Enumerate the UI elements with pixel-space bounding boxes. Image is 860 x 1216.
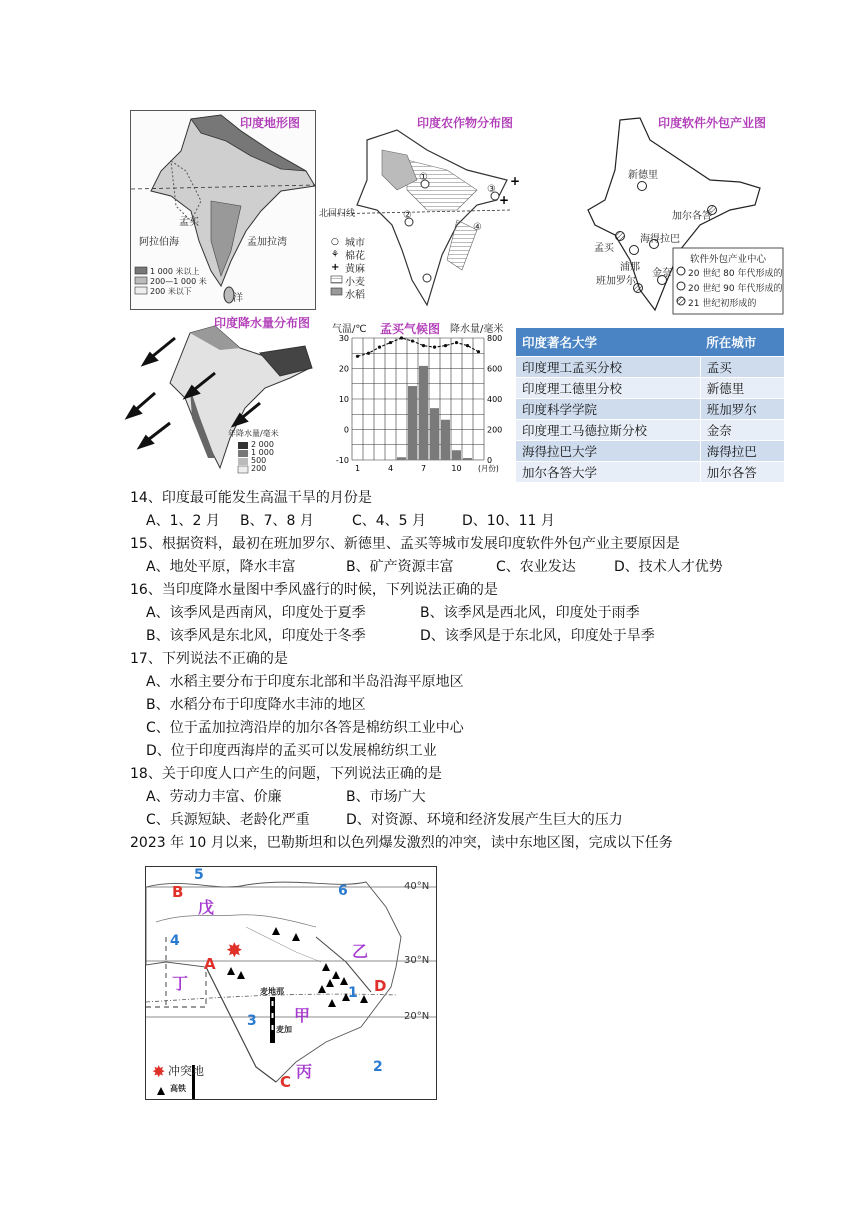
rain-map <box>130 318 316 480</box>
crops-legend-city: 城市 <box>345 238 365 249</box>
terrain-map <box>130 110 316 310</box>
terrain-label-ocean: 洋 <box>233 293 243 304</box>
rain-map-drawing <box>130 318 316 480</box>
sw-city-chennai: 金奈 <box>652 268 672 279</box>
sw-legend-80s: 20 世纪 80 年代形成的 <box>688 269 783 279</box>
rain-map-title: 印度降水量分布图 <box>214 316 311 330</box>
terrain-legend-1: 1 000 米以上 <box>150 267 200 276</box>
precipitation-bar <box>452 450 461 460</box>
header-university: 印度著名大学 <box>516 328 700 357</box>
temperature-point <box>400 336 403 339</box>
q18-option-b: B、市场广大 <box>346 789 426 805</box>
sw-city-mumbai: 孟买 <box>594 243 614 254</box>
q17-option-c: C、位于孟加拉湾沿岸的加尔各答是棉纺织工业中心 <box>146 720 464 736</box>
temperature-point <box>378 346 381 349</box>
q17-option-b: B、水稻分布于印度降水丰沛的地区 <box>146 697 366 713</box>
university-table <box>516 328 784 482</box>
right-tick-label: 400 <box>487 395 503 404</box>
mideast-city-mecca: 麦加 <box>276 1025 292 1034</box>
q18-option-d: D、对资源、环境和经济发展产生巨大的压力 <box>346 812 623 828</box>
mideast-number-5: 5 <box>194 867 204 883</box>
mideast-lat-30: 30°N <box>404 955 430 966</box>
x-axis-label: (月份) <box>478 464 499 473</box>
university-city: 孟买 <box>700 357 784 378</box>
crops-map-title: 印度农作物分布图 <box>417 116 514 130</box>
question-17: 17、下列说法不正确的是 <box>130 651 288 667</box>
precipitation-bar <box>463 458 472 460</box>
q16-option-b2: B、该季风是东北风，印度处于冬季 <box>146 628 366 644</box>
temperature-point <box>389 341 392 344</box>
terrain-label-bay-of-bengal: 孟加拉湾 <box>247 237 287 248</box>
climate-left-axis-label: 气温/℃ <box>332 324 367 335</box>
crops-map <box>319 110 521 314</box>
left-tick-label: -10 <box>335 456 349 465</box>
mideast-letter-a: A <box>204 955 216 973</box>
temperature-point <box>433 346 436 349</box>
q16-option-b1: B、该季风是西北风，印度处于雨季 <box>420 605 640 621</box>
question-18: 18、关于印度人口产生的问题，下列说法正确的是 <box>130 766 442 782</box>
left-tick-label: 20 <box>338 364 349 374</box>
left-tick-label: 30 <box>338 334 349 343</box>
crops-legend-rice: 水稻 <box>345 290 365 301</box>
q16-option-d: D、该季风是于东北风，印度处于旱季 <box>420 628 655 644</box>
rain-legend-500: 500 <box>251 456 267 465</box>
terrain-legend-3: 200 米以下 <box>150 287 192 296</box>
sw-city-new-delhi: 新德里 <box>628 170 658 181</box>
svg-text:+: + <box>499 193 510 207</box>
university-name: 加尔各答大学 <box>516 462 700 483</box>
university-city: 加尔各答 <box>700 462 784 483</box>
mideast-lat-20: 20°N <box>404 1011 430 1022</box>
temperature-point <box>356 355 359 358</box>
rain-legend-1000: 1 000 <box>251 448 274 457</box>
climate-chart <box>330 330 515 480</box>
mideast-letter-d: D <box>374 977 387 995</box>
sw-legend-21c: 21 世纪初形成的 <box>688 299 757 309</box>
question-14: 14、印度最可能发生高温干旱的月份是 <box>130 490 372 506</box>
mideast-region-yi: 乙 <box>352 942 369 961</box>
sw-city-kolkata: 加尔各答 <box>672 211 712 222</box>
svg-text:✸: ✸ <box>226 938 243 962</box>
rain-legend-2000: 2 000 <box>251 440 274 449</box>
sw-city-bangalore: 班加罗尔 <box>596 276 636 287</box>
mideast-number-4: 4 <box>170 933 180 949</box>
sw-city-pune: 浦那 <box>620 262 640 273</box>
q15-option-c: C、农业发达 <box>496 559 576 575</box>
right-tick-label: 600 <box>487 364 503 374</box>
table-row <box>516 357 784 378</box>
sw-city-hyderabad: 海得拉巴 <box>640 234 680 245</box>
table-header-row <box>516 328 784 357</box>
mideast-number-3: 3 <box>247 1013 257 1029</box>
climate-chart-title: 孟买气候图 <box>380 322 441 336</box>
mideast-lat-40: 40°N <box>404 881 430 892</box>
mideast-letter-c: C <box>280 1073 292 1091</box>
rain-legend-200: 200 <box>251 464 267 473</box>
temperature-point <box>411 339 414 342</box>
svg-text:+: + <box>510 174 521 188</box>
precipitation-bar <box>441 420 450 460</box>
terrain-label-mumbai: 孟买 <box>179 217 199 228</box>
sw-legend-title: 软件外包产业中心 <box>690 254 767 265</box>
left-tick-label: 10 <box>338 395 349 404</box>
sw-legend-90s: 20 世纪 90 年代形成的 <box>688 284 783 294</box>
q16-option-a: A、该季风是西南风，印度处于夏季 <box>146 605 366 621</box>
q17-option-a: A、水稻主要分布于印度东北部和半岛沿海平原地区 <box>146 674 464 690</box>
terrain-label-arabian-sea: 阿拉伯海 <box>139 237 179 248</box>
university-name: 印度理工马德拉斯分校 <box>516 420 700 441</box>
mideast-number-6: 6 <box>338 883 348 899</box>
x-tick-label: 1 <box>354 464 361 473</box>
left-tick-label: 0 <box>343 425 349 435</box>
university-city: 班加罗尔 <box>700 399 784 420</box>
temperature-point <box>455 341 458 344</box>
terrain-legend-2: 200—1 000 米 <box>150 277 207 286</box>
q15-option-d: D、技术人才优势 <box>614 559 723 575</box>
software-map <box>580 110 785 320</box>
q15-option-b: B、矿产资源丰富 <box>346 559 454 575</box>
mideast-region-ding: 丁 <box>172 974 189 993</box>
x-tick-label: 4 <box>387 464 394 473</box>
temperature-point <box>477 350 480 353</box>
crops-city-2: ② <box>403 210 412 221</box>
table-row <box>516 462 784 483</box>
temperature-point <box>367 352 370 355</box>
svg-text:+: + <box>331 262 340 273</box>
mideast-intro: 2023 年 10 月以来，巴勒斯坦和以色列爆发激烈的冲突，读中东地区图，完成以下任务 <box>130 835 673 851</box>
mideast-legend-railway: 高铁 <box>170 1084 186 1093</box>
svg-text:○: ○ <box>331 237 339 247</box>
university-name: 印度科学学院 <box>516 399 700 420</box>
university-name: 印度理工孟买分校 <box>516 357 700 378</box>
right-tick-label: 200 <box>487 425 503 435</box>
precipitation-bar <box>419 366 428 460</box>
q18-option-c: C、兵源短缺、老龄化严重 <box>146 812 310 828</box>
mideast-map <box>145 866 437 1100</box>
temperature-point <box>466 344 469 347</box>
q17-option-d: D、位于印度西海岸的孟买可以发展棉纺织工业 <box>146 743 437 759</box>
svg-text:✸: ✸ <box>152 1062 166 1081</box>
mideast-city-medina: 麦地那 <box>260 987 284 996</box>
rain-legend-title: 年降水量/毫米 <box>228 429 279 438</box>
q14-option-c: C、4、5 月 <box>352 513 427 529</box>
temperature-point <box>444 344 447 347</box>
crops-city-4: ④ <box>473 222 482 233</box>
x-tick-label: 10 <box>451 464 462 473</box>
mideast-region-bing: 丙 <box>296 1062 313 1081</box>
climate-right-axis-label: 降水量/毫米 <box>450 324 504 335</box>
university-name: 海得拉巴大学 <box>516 441 700 462</box>
mideast-number-1: 1 <box>348 985 358 1001</box>
q14-option-a: A、1、2 月 <box>146 513 220 529</box>
mideast-region-wu: 戊 <box>198 898 215 917</box>
crops-legend-jute: 黄麻 <box>345 264 365 275</box>
precipitation-bar <box>408 386 417 460</box>
question-15: 15、根据资料，最初在班加罗尔、新德里、孟买等城市发展印度软件外包产业主要原因是 <box>130 536 680 552</box>
svg-text:⚘: ⚘ <box>331 250 340 260</box>
mideast-letter-b: B <box>172 883 184 901</box>
terrain-map-title: 印度地形图 <box>240 116 301 130</box>
header-city: 所在城市 <box>700 328 784 357</box>
mideast-region-jia: 甲 <box>294 1006 311 1025</box>
right-tick-label: 0 <box>487 456 493 465</box>
crops-legend-wheat: 小麦 <box>345 277 365 288</box>
q14-option-b: B、7、8 月 <box>240 513 314 529</box>
q14-option-d: D、10、11 月 <box>462 513 555 529</box>
university-city: 海得拉巴 <box>700 441 784 462</box>
x-tick-label: 7 <box>420 464 427 473</box>
table-row <box>516 378 784 399</box>
right-tick-label: 800 <box>487 334 503 343</box>
table-row <box>516 441 784 462</box>
crops-tropic-label: 北回归线 <box>319 209 356 219</box>
temperature-point <box>422 344 425 347</box>
university-name: 印度理工德里分校 <box>516 378 700 399</box>
precipitation-bar <box>397 457 406 460</box>
mideast-legend-conflict: 冲突地 <box>168 1064 205 1078</box>
university-city: 金奈 <box>700 420 784 441</box>
question-16: 16、当印度降水量图中季风盛行的时候，下列说法正确的是 <box>130 582 498 598</box>
crops-legend-cotton: 棉花 <box>345 251 365 262</box>
crops-city-3: ③ <box>487 184 496 195</box>
mideast-number-2: 2 <box>373 1059 383 1075</box>
university-city: 新德里 <box>700 378 784 399</box>
precipitation-bar <box>430 408 439 460</box>
crops-city-1: ① <box>419 172 428 183</box>
software-map-title: 印度软件外包产业图 <box>658 116 767 130</box>
q15-option-a: A、地处平原，降水丰富 <box>146 559 296 575</box>
table-row <box>516 399 784 420</box>
q18-option-a: A、劳动力丰富、价廉 <box>146 789 282 805</box>
table-row <box>516 420 784 441</box>
